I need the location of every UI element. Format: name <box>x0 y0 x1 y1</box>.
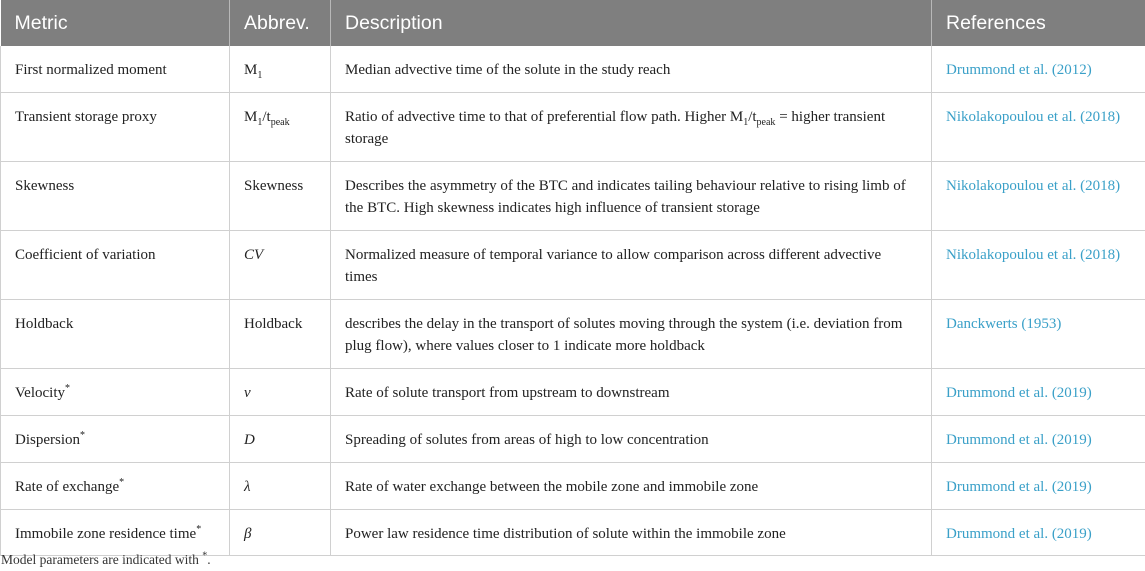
description-cell <box>331 463 932 510</box>
header-metric: Metric <box>1 0 230 46</box>
model-parameter-marker: * <box>119 477 125 488</box>
abbrev-text: M <box>244 109 258 125</box>
reference-link[interactable]: Danckwerts (1953) <box>946 316 1062 332</box>
description-subscript: 1 <box>743 117 749 128</box>
table-row <box>1 416 1145 463</box>
abbrev-text: M <box>244 62 258 78</box>
abbrev-cell <box>230 162 331 231</box>
description-cell <box>331 510 932 556</box>
description-text: Normalized measure of temporal variance to allow comparison across different advective times <box>345 247 882 285</box>
reference-link[interactable]: Drummond et al. (2019) <box>946 432 1092 448</box>
metric-name: Velocity <box>15 385 65 401</box>
description-cell <box>331 46 932 93</box>
abbrev-subscript: 1 <box>257 70 263 81</box>
reference-cell <box>932 510 1145 556</box>
table-row <box>1 162 1145 231</box>
reference-link[interactable]: Nikolakopoulou et al. (2018) <box>946 247 1121 263</box>
metric-cell <box>1 300 230 369</box>
reference-cell <box>932 231 1145 300</box>
table-header-row <box>1 0 1145 46</box>
metric-cell <box>1 162 230 231</box>
abbrev-text: Skewness <box>244 178 304 194</box>
description-text: Describes the asymmetry of the BTC and indicates tailing behaviour relative to rising limb of the BTC. High skewness indicates high influence of transient storage <box>345 178 906 216</box>
table-row <box>1 300 1145 369</box>
description-cell <box>331 416 932 463</box>
table-row <box>1 510 1145 556</box>
abbrev-subscript: peak <box>270 117 290 128</box>
reference-link[interactable]: Drummond et al. (2012) <box>946 62 1092 78</box>
reference-cell <box>932 369 1145 416</box>
reference-cell <box>932 162 1145 231</box>
description-cell <box>331 231 932 300</box>
abbrev-cell <box>230 463 331 510</box>
table-row <box>1 463 1145 510</box>
abbrev-text: CV <box>244 247 264 263</box>
reference-cell <box>932 46 1145 93</box>
footnote-text: Model parameters are indicated with <box>1 552 203 567</box>
header-references: References <box>932 0 1145 46</box>
reference-cell <box>932 300 1145 369</box>
metric-name: First normalized moment <box>15 62 167 78</box>
metric-cell <box>1 369 230 416</box>
metric-name: Dispersion <box>15 432 80 448</box>
description-cell <box>331 162 932 231</box>
abbrev-subscript: 1 <box>257 117 263 128</box>
description-text: = higher transient storage <box>345 109 886 147</box>
metric-cell <box>1 463 230 510</box>
metric-name: Transient storage proxy <box>15 109 157 125</box>
description-text: describes the delay in the transport of solutes moving through the system (i.e. deviation from plug flow), where values closer to 1 indicate more holdback <box>345 316 903 354</box>
table-row <box>1 93 1145 162</box>
description-subscript: peak <box>756 117 776 128</box>
description-text: /t <box>748 109 757 125</box>
abbrev-text: v <box>244 385 251 401</box>
abbrev-text: D <box>244 432 255 448</box>
metric-cell <box>1 510 230 556</box>
header-abbrev: Abbrev. <box>230 0 331 46</box>
table-row <box>1 46 1145 93</box>
description-text: Spreading of solutes from areas of high to low concentration <box>345 432 709 448</box>
metric-cell <box>1 46 230 93</box>
footnote-period: . <box>207 552 211 567</box>
abbrev-text: Holdback <box>244 316 303 332</box>
description-text: Rate of water exchange between the mobile zone and immobile zone <box>345 479 759 495</box>
metric-cell <box>1 416 230 463</box>
metric-name: Skewness <box>15 178 75 194</box>
header-description: Description <box>331 0 932 46</box>
abbrev-cell <box>230 93 331 162</box>
reference-link[interactable]: Nikolakopoulou et al. (2018) <box>946 109 1121 125</box>
metric-name: Rate of exchange <box>15 479 120 495</box>
table-row <box>1 231 1145 300</box>
abbrev-cell <box>230 510 331 556</box>
abbrev-text: λ <box>244 479 251 495</box>
description-text: Ratio of advective time to that of preferential flow path. Higher M <box>345 109 744 125</box>
description-text: Median advective time of the solute in the study reach <box>345 62 671 78</box>
abbrev-cell <box>230 300 331 369</box>
table-footnote <box>1 552 211 568</box>
description-cell <box>331 369 932 416</box>
reference-cell <box>932 463 1145 510</box>
abbrev-cell <box>230 416 331 463</box>
abbrev-cell <box>230 46 331 93</box>
metric-name: Holdback <box>15 316 74 332</box>
description-text: Rate of solute transport from upstream to downstream <box>345 385 670 401</box>
reference-link[interactable]: Drummond et al. (2019) <box>946 526 1092 542</box>
model-parameter-marker: * <box>65 383 70 394</box>
abbrev-cell <box>230 369 331 416</box>
abbrev-text: /t <box>262 109 271 125</box>
reference-link[interactable]: Nikolakopoulou et al. (2018) <box>946 178 1121 194</box>
description-text: Power law residence time distribution of solute within the immobile zone <box>345 526 786 542</box>
metric-name: Coefficient of variation <box>15 247 156 263</box>
metric-cell <box>1 93 230 162</box>
abbrev-text: β <box>244 526 252 542</box>
model-parameter-marker: * <box>196 524 202 535</box>
reference-link[interactable]: Drummond et al. (2019) <box>946 479 1092 495</box>
reference-link[interactable]: Drummond et al. (2019) <box>946 385 1092 401</box>
footnote-marker: * <box>202 550 208 562</box>
table-row <box>1 369 1145 416</box>
metric-cell <box>1 231 230 300</box>
model-parameter-marker: * <box>80 430 85 441</box>
reference-cell <box>932 416 1145 463</box>
description-cell <box>331 300 932 369</box>
metric-name: Immobile zone residence time <box>15 526 197 542</box>
description-cell <box>331 93 932 162</box>
abbrev-cell <box>230 231 331 300</box>
reference-cell <box>932 93 1145 162</box>
